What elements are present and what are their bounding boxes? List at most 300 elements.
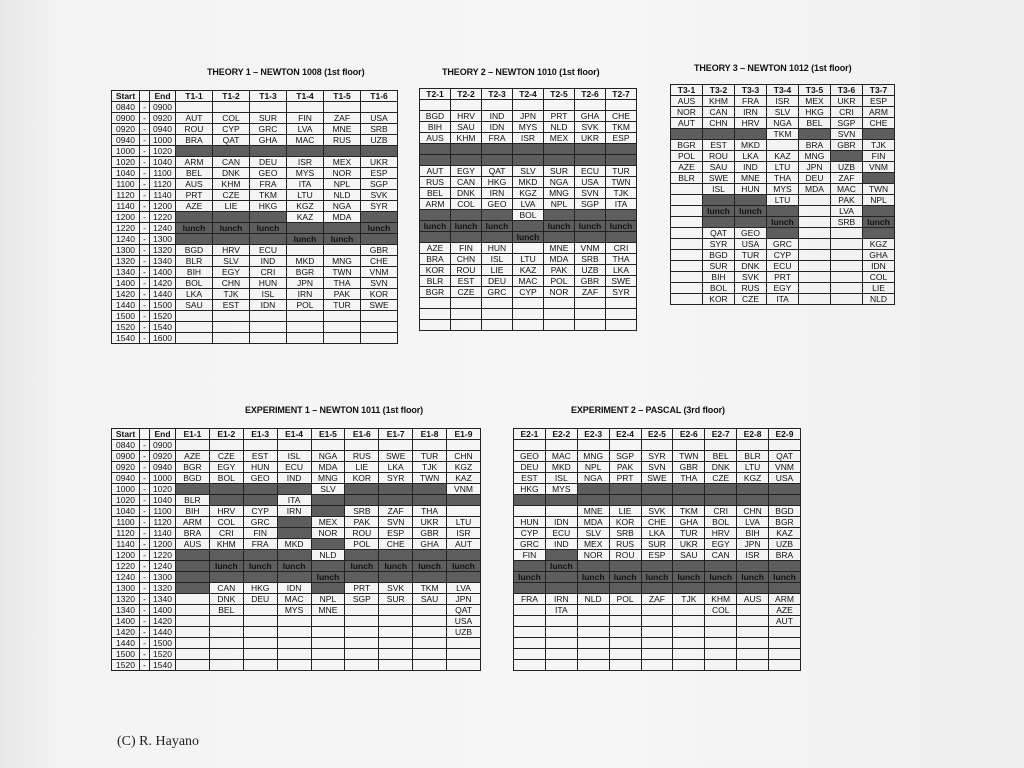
- empty-slot: [606, 298, 637, 309]
- empty-slot: [705, 649, 737, 660]
- blocked-slot: [482, 155, 513, 166]
- empty-slot: [277, 627, 311, 638]
- country-slot: ISL: [277, 451, 311, 462]
- country-slot: SYR: [641, 451, 673, 462]
- country-slot: NPL: [577, 462, 609, 473]
- empty-slot: [243, 627, 277, 638]
- column-header: T3-6: [831, 85, 863, 96]
- country-slot: CHN: [737, 506, 769, 517]
- header-row: [671, 85, 895, 96]
- country-slot: UKR: [575, 133, 606, 144]
- country-slot: POL: [544, 276, 575, 287]
- country-slot: BOL: [176, 278, 213, 289]
- column-header: T3-7: [863, 85, 895, 96]
- country-slot: NLD: [863, 294, 895, 305]
- lunch-slot: lunch: [863, 217, 895, 228]
- blocked-slot: [324, 223, 361, 234]
- blocked-slot: [413, 495, 447, 506]
- country-slot: MNG: [544, 188, 575, 199]
- country-slot: LIE: [609, 506, 641, 517]
- table-row: [112, 638, 481, 649]
- country-slot: HUN: [482, 243, 513, 254]
- country-slot: KOR: [345, 473, 379, 484]
- empty-slot: [213, 311, 250, 322]
- table-row: [514, 616, 801, 627]
- country-slot: LTU: [767, 162, 799, 173]
- end-time: 1120: [150, 517, 176, 528]
- country-slot: SWE: [606, 276, 637, 287]
- table-row: [420, 232, 637, 243]
- column-header: T3-2: [703, 85, 735, 96]
- country-slot: QAT: [769, 451, 801, 462]
- empty-slot: [705, 638, 737, 649]
- start-time: 1240: [112, 234, 140, 245]
- country-slot: QAT: [482, 166, 513, 177]
- table-row: [514, 484, 801, 495]
- country-slot: ROU: [703, 151, 735, 162]
- start-header: Start: [112, 91, 140, 102]
- empty-slot: [641, 660, 673, 671]
- empty-slot: [705, 660, 737, 671]
- country-slot: ECU: [277, 462, 311, 473]
- time-dash: -: [140, 638, 150, 649]
- country-slot: KGZ: [447, 462, 481, 473]
- empty-slot: [577, 627, 609, 638]
- country-slot: EGY: [705, 539, 737, 550]
- blocked-slot: [413, 484, 447, 495]
- country-slot: ZAF: [324, 113, 361, 124]
- country-slot: GHA: [863, 250, 895, 261]
- table-row: [112, 157, 398, 168]
- country-slot: DNK: [705, 462, 737, 473]
- blocked-slot: [575, 155, 606, 166]
- country-slot: CZE: [209, 451, 243, 462]
- blocked-slot: [831, 151, 863, 162]
- empty-slot: [831, 239, 863, 250]
- empty-slot: [831, 283, 863, 294]
- start-time: 1320: [112, 256, 140, 267]
- blocked-slot: [243, 495, 277, 506]
- country-slot: UZB: [361, 135, 398, 146]
- country-slot: IND: [482, 111, 513, 122]
- country-slot: BOL: [703, 283, 735, 294]
- blocked-slot: [606, 210, 637, 221]
- country-slot: NPL: [863, 195, 895, 206]
- empty-slot: [361, 322, 398, 333]
- country-slot: LKA: [379, 462, 413, 473]
- table-row: [420, 320, 637, 331]
- country-slot: UZB: [769, 539, 801, 550]
- country-slot: ISL: [545, 473, 577, 484]
- time-dash: -: [140, 267, 150, 278]
- empty-slot: [671, 206, 703, 217]
- country-slot: NGA: [311, 451, 345, 462]
- start-time: 1440: [112, 300, 140, 311]
- start-time: 0920: [112, 462, 140, 473]
- start-time: 0940: [112, 473, 140, 484]
- blocked-slot: [413, 550, 447, 561]
- column-header: E2-1: [514, 429, 546, 440]
- end-time: 1100: [150, 506, 176, 517]
- empty-slot: [447, 506, 481, 517]
- blocked-slot: [577, 583, 609, 594]
- empty-slot: [737, 627, 769, 638]
- time-dash: -: [140, 311, 150, 322]
- blocked-slot: [420, 144, 451, 155]
- blocked-slot: [545, 583, 577, 594]
- country-slot: GHA: [673, 517, 705, 528]
- empty-slot: [420, 309, 451, 320]
- country-slot: THA: [413, 506, 447, 517]
- country-slot: TJK: [673, 594, 705, 605]
- country-slot: HUN: [243, 462, 277, 473]
- empty-slot: [243, 638, 277, 649]
- table-row: [671, 206, 895, 217]
- table-row: [514, 495, 801, 506]
- blocked-slot: [379, 484, 413, 495]
- country-slot: BGD: [176, 473, 210, 484]
- country-slot: KAZ: [767, 151, 799, 162]
- start-time: 1300: [112, 583, 140, 594]
- empty-slot: [176, 333, 213, 344]
- country-slot: BIH: [176, 267, 213, 278]
- end-time: 1400: [150, 267, 176, 278]
- table-row: [112, 113, 398, 124]
- country-slot: JPN: [513, 111, 544, 122]
- end-time: 1520: [150, 649, 176, 660]
- empty-slot: [311, 440, 345, 451]
- country-slot: SVN: [379, 517, 413, 528]
- lunch-slot: lunch: [606, 221, 637, 232]
- blocked-slot: [577, 561, 609, 572]
- country-slot: MNE: [311, 605, 345, 616]
- start-header: Start: [112, 429, 140, 440]
- start-time: 1020: [112, 495, 140, 506]
- country-slot: KGZ: [287, 201, 324, 212]
- empty-slot: [769, 627, 801, 638]
- table-row: [671, 294, 895, 305]
- end-time: 1600: [150, 333, 176, 344]
- country-slot: HUN: [514, 517, 546, 528]
- table-row: [420, 199, 637, 210]
- country-slot: ROU: [451, 265, 482, 276]
- country-slot: GHA: [413, 539, 447, 550]
- table-row: [671, 107, 895, 118]
- country-slot: SLV: [311, 484, 345, 495]
- country-slot: HKG: [482, 177, 513, 188]
- table-row: [514, 583, 801, 594]
- empty-slot: [769, 638, 801, 649]
- country-slot: MAC: [831, 184, 863, 195]
- blocked-slot: [641, 583, 673, 594]
- empty-slot: [673, 627, 705, 638]
- table-row: [112, 333, 398, 344]
- country-slot: JPN: [799, 162, 831, 173]
- country-slot: BGR: [420, 287, 451, 298]
- empty-slot: [673, 649, 705, 660]
- country-slot: PAK: [345, 517, 379, 528]
- blocked-slot: [703, 217, 735, 228]
- country-slot: AUT: [769, 616, 801, 627]
- country-slot: BLR: [176, 495, 210, 506]
- blocked-slot: [176, 212, 213, 223]
- lunch-slot: lunch: [705, 572, 737, 583]
- country-slot: MAC: [545, 451, 577, 462]
- start-time: 1420: [112, 627, 140, 638]
- country-slot: IND: [545, 539, 577, 550]
- country-slot: FIN: [287, 113, 324, 124]
- blocked-slot: [513, 221, 544, 232]
- table-row: [112, 660, 481, 671]
- country-slot: SVK: [641, 506, 673, 517]
- table-row: [514, 594, 801, 605]
- empty-slot: [345, 605, 379, 616]
- country-slot: CYP: [243, 506, 277, 517]
- empty-slot: [451, 320, 482, 331]
- empty-slot: [831, 250, 863, 261]
- blocked-slot: [514, 583, 546, 594]
- start-time: 1520: [112, 322, 140, 333]
- country-slot: CRI: [250, 267, 287, 278]
- blocked-slot: [176, 561, 210, 572]
- country-slot: BIH: [420, 122, 451, 133]
- country-slot: CYP: [767, 250, 799, 261]
- start-time: 1140: [112, 539, 140, 550]
- column-header: E2-5: [641, 429, 673, 440]
- country-slot: ZAF: [641, 594, 673, 605]
- empty-slot: [737, 660, 769, 671]
- table-row: [514, 638, 801, 649]
- country-slot: ISL: [250, 289, 287, 300]
- blocked-slot: [209, 572, 243, 583]
- column-header: T1-2: [213, 91, 250, 102]
- table-row: [112, 440, 481, 451]
- table-row: [112, 627, 481, 638]
- empty-slot: [324, 333, 361, 344]
- country-slot: GBR: [673, 462, 705, 473]
- country-slot: HRV: [213, 245, 250, 256]
- column-header: T1-4: [287, 91, 324, 102]
- country-slot: MYS: [513, 122, 544, 133]
- empty-slot: [545, 506, 577, 517]
- time-dash: -: [140, 627, 150, 638]
- country-slot: TUR: [413, 451, 447, 462]
- table-row: [671, 228, 895, 239]
- empty-slot: [451, 100, 482, 111]
- copyright-notice: (C) R. Hayano: [117, 734, 200, 749]
- country-slot: CYP: [513, 287, 544, 298]
- lunch-slot: lunch: [420, 221, 451, 232]
- blocked-slot: [311, 561, 345, 572]
- theory-2-title: THEORY 2 – NEWTON 1010 (1st floor): [442, 67, 600, 77]
- country-slot: ISR: [737, 550, 769, 561]
- blocked-slot: [735, 217, 767, 228]
- country-slot: TUR: [324, 300, 361, 311]
- empty-slot: [379, 627, 413, 638]
- empty-slot: [243, 649, 277, 660]
- empty-slot: [277, 660, 311, 671]
- lunch-slot: lunch: [277, 561, 311, 572]
- end-time: 1500: [150, 300, 176, 311]
- column-header: T1-3: [250, 91, 287, 102]
- blocked-slot: [544, 232, 575, 243]
- empty-slot: [799, 239, 831, 250]
- country-slot: BGD: [703, 250, 735, 261]
- country-slot: GEO: [514, 451, 546, 462]
- column-header: T1-6: [361, 91, 398, 102]
- lunch-slot: lunch: [250, 223, 287, 234]
- empty-slot: [420, 298, 451, 309]
- time-dash: -: [140, 245, 150, 256]
- blocked-slot: [250, 212, 287, 223]
- country-slot: FIN: [514, 550, 546, 561]
- country-slot: AUS: [176, 539, 210, 550]
- country-slot: LTU: [513, 254, 544, 265]
- empty-slot: [513, 243, 544, 254]
- empty-slot: [575, 309, 606, 320]
- empty-slot: [176, 322, 213, 333]
- empty-slot: [641, 440, 673, 451]
- country-slot: MNG: [799, 151, 831, 162]
- country-slot: MDA: [324, 212, 361, 223]
- end-time: 1000: [150, 473, 176, 484]
- country-slot: BOL: [513, 210, 544, 221]
- empty-slot: [176, 594, 210, 605]
- end-time: 0920: [150, 113, 176, 124]
- country-slot: TKM: [673, 506, 705, 517]
- end-time: 1240: [150, 561, 176, 572]
- empty-slot: [799, 261, 831, 272]
- end-time: 1220: [150, 550, 176, 561]
- country-slot: LVA: [831, 206, 863, 217]
- country-slot: IDN: [250, 300, 287, 311]
- country-slot: PAK: [544, 265, 575, 276]
- table-row: [112, 124, 398, 135]
- blocked-slot: [769, 495, 801, 506]
- lunch-slot: lunch: [413, 561, 447, 572]
- blocked-slot: [250, 234, 287, 245]
- lunch-slot: lunch: [769, 572, 801, 583]
- empty-slot: [361, 102, 398, 113]
- blocked-slot: [311, 506, 345, 517]
- blocked-slot: [243, 550, 277, 561]
- column-header: E1-8: [413, 429, 447, 440]
- empty-slot: [324, 245, 361, 256]
- table-row: [420, 122, 637, 133]
- country-slot: MEX: [324, 157, 361, 168]
- empty-slot: [673, 638, 705, 649]
- lunch-slot: lunch: [514, 572, 546, 583]
- empty-slot: [575, 320, 606, 331]
- country-slot: LIE: [213, 201, 250, 212]
- empty-slot: [250, 102, 287, 113]
- time-dash: -: [140, 234, 150, 245]
- empty-slot: [831, 261, 863, 272]
- table-row: [420, 144, 637, 155]
- empty-slot: [671, 272, 703, 283]
- blocked-slot: [577, 495, 609, 506]
- time-dash: -: [140, 322, 150, 333]
- empty-slot: [379, 649, 413, 660]
- table-row: [420, 287, 637, 298]
- end-time: 1540: [150, 322, 176, 333]
- start-time: 1340: [112, 267, 140, 278]
- country-slot: DEU: [482, 276, 513, 287]
- country-slot: LVA: [513, 199, 544, 210]
- country-slot: BGD: [420, 111, 451, 122]
- empty-slot: [311, 649, 345, 660]
- blocked-slot: [482, 210, 513, 221]
- column-header: T2-5: [544, 89, 575, 100]
- time-dash: -: [140, 605, 150, 616]
- empty-slot: [577, 616, 609, 627]
- country-slot: AUT: [447, 539, 481, 550]
- experiment-2-title: EXPERIMENT 2 – PASCAL (3rd floor): [571, 405, 725, 415]
- table-row: [112, 616, 481, 627]
- country-slot: CHE: [361, 256, 398, 267]
- country-slot: RUS: [345, 451, 379, 462]
- country-slot: FRA: [735, 96, 767, 107]
- country-slot: TJK: [213, 289, 250, 300]
- country-slot: RUS: [609, 539, 641, 550]
- blocked-slot: [176, 550, 210, 561]
- country-slot: SRB: [345, 506, 379, 517]
- country-slot: KGZ: [513, 188, 544, 199]
- lunch-slot: lunch: [482, 221, 513, 232]
- country-slot: SAU: [673, 550, 705, 561]
- blocked-slot: [544, 144, 575, 155]
- country-slot: SVN: [641, 462, 673, 473]
- country-slot: GRC: [482, 287, 513, 298]
- country-slot: SUR: [250, 113, 287, 124]
- country-slot: TWN: [863, 184, 895, 195]
- blocked-slot: [345, 484, 379, 495]
- empty-slot: [799, 195, 831, 206]
- blocked-slot: [544, 155, 575, 166]
- country-slot: CZE: [705, 473, 737, 484]
- header-row: [112, 91, 398, 102]
- blocked-slot: [482, 232, 513, 243]
- country-slot: ARM: [176, 517, 210, 528]
- start-time: 1120: [112, 528, 140, 539]
- table-row: [420, 243, 637, 254]
- lunch-slot: lunch: [737, 572, 769, 583]
- country-slot: CHE: [641, 517, 673, 528]
- empty-slot: [345, 616, 379, 627]
- empty-slot: [673, 616, 705, 627]
- table-row: [514, 605, 801, 616]
- empty-slot: [209, 638, 243, 649]
- empty-slot: [575, 100, 606, 111]
- header-row: [420, 89, 637, 100]
- country-slot: AUS: [671, 96, 703, 107]
- blocked-slot: [213, 146, 250, 157]
- blocked-slot: [673, 495, 705, 506]
- country-slot: EGY: [213, 267, 250, 278]
- country-slot: LVA: [287, 124, 324, 135]
- country-slot: MDA: [544, 254, 575, 265]
- empty-slot: [345, 440, 379, 451]
- blocked-slot: [345, 495, 379, 506]
- country-slot: NPL: [311, 594, 345, 605]
- country-slot: BGR: [671, 140, 703, 151]
- country-slot: AZE: [420, 243, 451, 254]
- empty-slot: [243, 660, 277, 671]
- blocked-slot: [799, 129, 831, 140]
- time-dash: -: [140, 289, 150, 300]
- empty-slot: [799, 228, 831, 239]
- lunch-slot: lunch: [213, 223, 250, 234]
